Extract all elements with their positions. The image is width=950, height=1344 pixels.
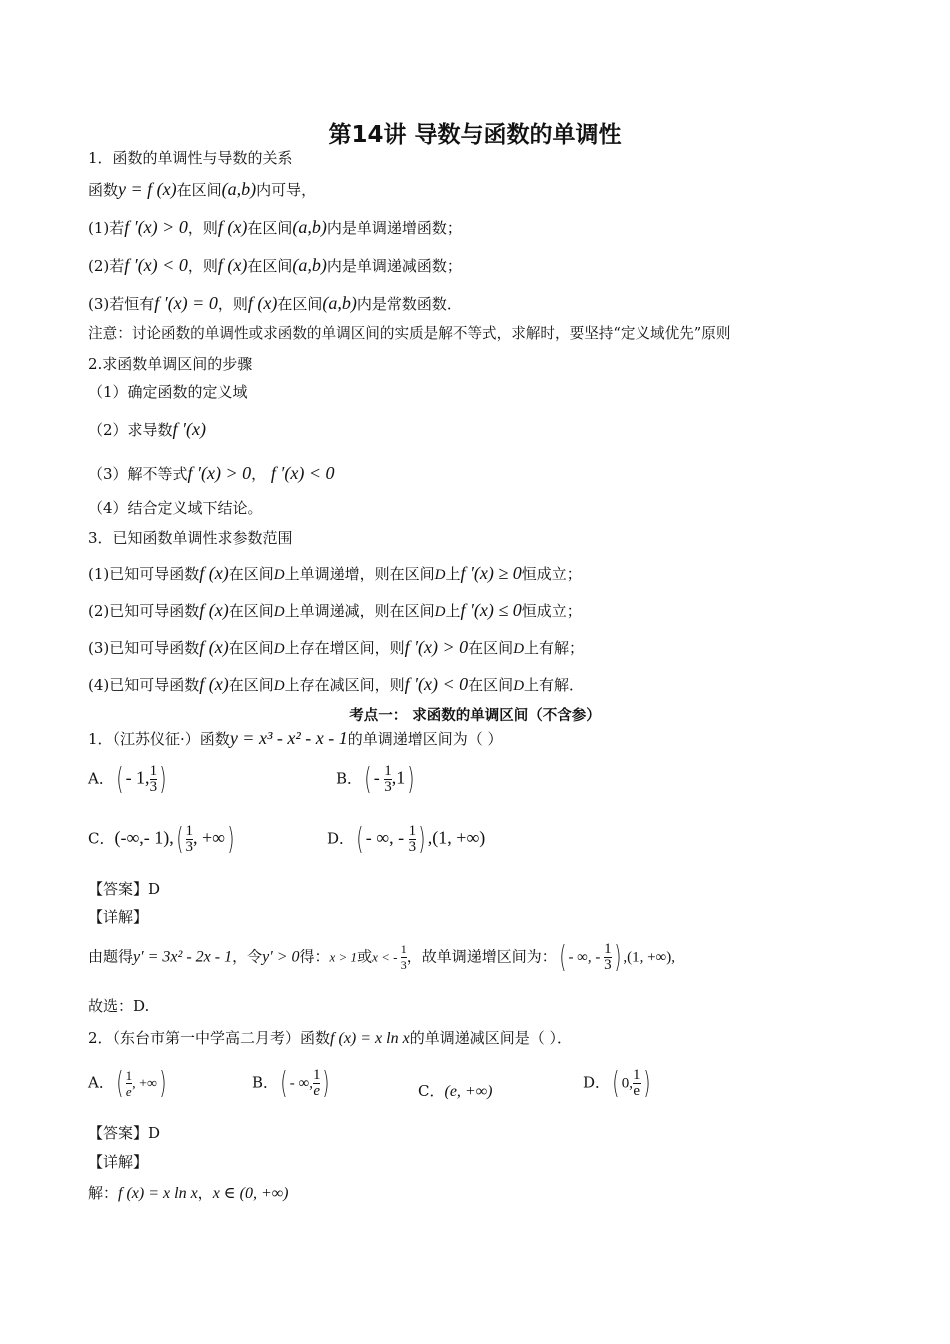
q1-detail-label: 【详解】 bbox=[88, 908, 149, 926]
condition-2: (2)若f ′(x) < 0，则f (x)在区间(a,b)内是单调递减函数； bbox=[88, 255, 462, 275]
rule-3: (3)已知可导函数f (x)在区间D上存在增区间，则f ′(x) > 0在区间D上有解； bbox=[88, 637, 585, 657]
section-1-heading: 1．函数的单调性与导数的关系 bbox=[88, 149, 293, 167]
note-line: 注意：讨论函数的单调性或求函数的单调区间的实质是解不等式，求解时，要坚持“定义域优先”原则 bbox=[88, 325, 731, 342]
q1-stem: 1．（江苏仪征·）函数y = x³ - x² - x - 1的单调递增区间为（ ） bbox=[88, 728, 503, 748]
step-3: （3）解不等式f ′(x) > 0， f ′(x) < 0 bbox=[88, 463, 335, 483]
step-4: （4）结合定义域下结论。 bbox=[88, 499, 263, 517]
section-3-heading: 3．已知函数单调性求参数范围 bbox=[88, 529, 293, 547]
q1-option-b[interactable]: B．( - $\frac{1}{3}$ ,1) bbox=[336, 762, 415, 797]
step-1: （1）确定函数的定义域 bbox=[88, 383, 248, 401]
q2-option-c[interactable]: C．(e, +∞) bbox=[418, 1082, 493, 1100]
q1-answer: 【答案】D bbox=[88, 880, 161, 898]
q1-solution: 由题得y′ = 3x² - 2x - 1，令y′ > 0得：x > 1或x < - $\frac{1}{3}$ ，故单调递增区间为：( - ∞, - $\frac{1}{3}$ ) ,(1, +∞), bbox=[88, 939, 675, 975]
condition-3: (3)若恒有f ′(x) = 0，则f (x)在区间(a,b)内是常数函数． bbox=[88, 293, 462, 313]
rule-1: (1)已知可导函数f (x)在区间D上单调递增，则在区间D上f ′(x) ≥ 0恒成立； bbox=[88, 563, 582, 583]
q2-stem: 2．（东台市第一中学高二月考）函数f (x) = x ln x的单调递减区间是（ ）． bbox=[88, 1029, 572, 1047]
rule-2: (2)已知可导函数f (x)在区间D上单调递减，则在区间D上f ′(x) ≤ 0恒成立； bbox=[88, 600, 582, 620]
q2-detail-label: 【详解】 bbox=[88, 1153, 149, 1171]
page-title: 第14讲 导数与函数的单调性 bbox=[328, 122, 622, 148]
q1-selection: 故选：D. bbox=[88, 997, 150, 1015]
step-2: （2）求导数f ′(x) bbox=[88, 419, 206, 439]
section-subtitle: 考点一： 求函数的单调区间（不含参） bbox=[349, 708, 601, 724]
q2-option-a[interactable]: A．( $\frac{1}{e}$ , +∞) bbox=[88, 1066, 167, 1101]
condition-1: (1)若f ′(x) > 0，则f (x)在区间(a,b)内是单调递增函数； bbox=[88, 217, 462, 237]
q2-solution: 解：f (x) = x ln x，x ∈ (0, +∞) bbox=[88, 1184, 289, 1202]
q2-answer: 【答案】D bbox=[88, 1124, 161, 1142]
intro-line: 函数y = f (x)在区间(a,b)内可导， bbox=[88, 179, 317, 199]
rule-4: (4)已知可导函数f (x)在区间D上存在减区间，则f ′(x) < 0在区间D上有解． bbox=[88, 674, 585, 694]
q1-option-a[interactable]: A．( - 1, $\frac{1}{3}$ ) bbox=[88, 762, 167, 797]
section-2-heading: 2.求函数单调区间的步骤 bbox=[88, 355, 253, 373]
q1-option-d[interactable]: D．( - ∞, - $\frac{1}{3}$ ) ,(1, +∞) bbox=[327, 822, 486, 857]
q1-option-c[interactable]: C．(-∞,- 1),( $\frac{1}{3}$ , +∞) bbox=[88, 822, 235, 857]
q2-option-d[interactable]: D．( 0, $\frac{1}{e}$ ) bbox=[583, 1066, 650, 1101]
q2-option-b[interactable]: B．( - ∞, $\frac{1}{e}$ ) bbox=[252, 1066, 330, 1101]
